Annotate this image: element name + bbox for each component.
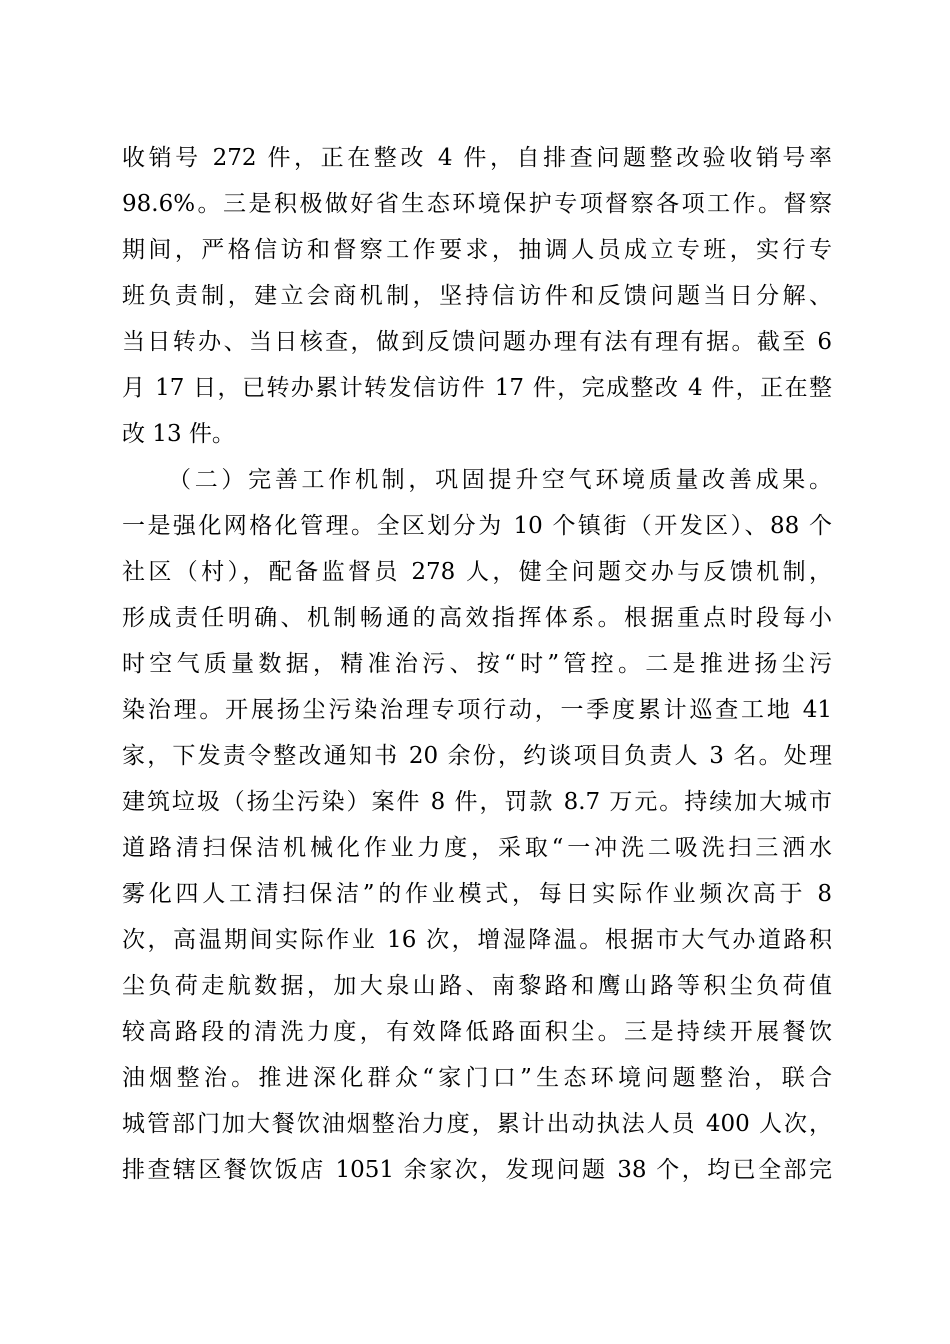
text-line: 家，下发责令整改通知书 20 余份，约谈项目负责人 3 名。处理 (122, 743, 832, 769)
text-line: 排查辖区餐饮饭店 1051 余家次，发现问题 38 个，均已全部完 (122, 1157, 832, 1183)
text-line: 期间，严格信访和督察工作要求，抽调人员成立专班，实行专 (122, 237, 832, 263)
text-line: 建筑垃圾（扬尘污染）案件 8 件，罚款 8.7 万元。持续加大城市 (122, 789, 832, 815)
text-line: 次，高温期间实际作业 16 次，增湿降温。根据市大气办道路积 (122, 927, 832, 953)
text-line: 班负责制，建立会商机制，坚持信访件和反馈问题当日分解、 (122, 283, 832, 309)
text-line: 改 13 件。 (122, 421, 235, 447)
text-line: 雾化四人工清扫保洁”的作业模式，每日实际作业频次高于 8 (122, 881, 832, 907)
text-line: 形成责任明确、机制畅通的高效指挥体系。根据重点时段每小 (122, 605, 832, 631)
text-line: 城管部门加大餐饮油烟整治力度，累计出动执法人员 400 人次， (122, 1111, 832, 1137)
text-line: 收销号 272 件，正在整改 4 件，自排查问题整改验收销号率 (122, 145, 832, 171)
text-line: 社区（村），配备监督员 278 人，健全问题交办与反馈机制， (122, 559, 832, 585)
text-line: 较高路段的清洗力度，有效降低路面积尘。三是持续开展餐饮 (122, 1019, 832, 1045)
text-line: 染治理。开展扬尘污染治理专项行动，一季度累计巡查工地 41 (122, 697, 832, 723)
text-line: 一是强化网格化管理。全区划分为 10 个镇街（开发区）、88 个 (122, 513, 832, 539)
text-line: 油烟整治。推进深化群众“家门口”生态环境问题整治，联合 (122, 1065, 832, 1091)
section-heading: （二）完善工作机制，巩固提升空气环境质量改善成果。 (168, 467, 832, 493)
text-line: 尘负荷走航数据，加大泉山路、南黎路和鹰山路等积尘负荷值 (122, 973, 832, 999)
text-line: 当日转办、当日核查，做到反馈问题办理有法有理有据。截至 6 (122, 329, 832, 355)
text-line: 98.6%。三是积极做好省生态环境保护专项督察各项工作。督察 (122, 191, 832, 217)
text-line: 月 17 日，已转办累计转发信访件 17 件，完成整改 4 件，正在整 (122, 375, 832, 401)
text-line: 时空气质量数据，精准治污、按“时”管控。二是推进扬尘污 (122, 651, 832, 677)
text-line: 道路清扫保洁机械化作业力度，采取“一冲洗二吸洗扫三洒水 (122, 835, 832, 861)
